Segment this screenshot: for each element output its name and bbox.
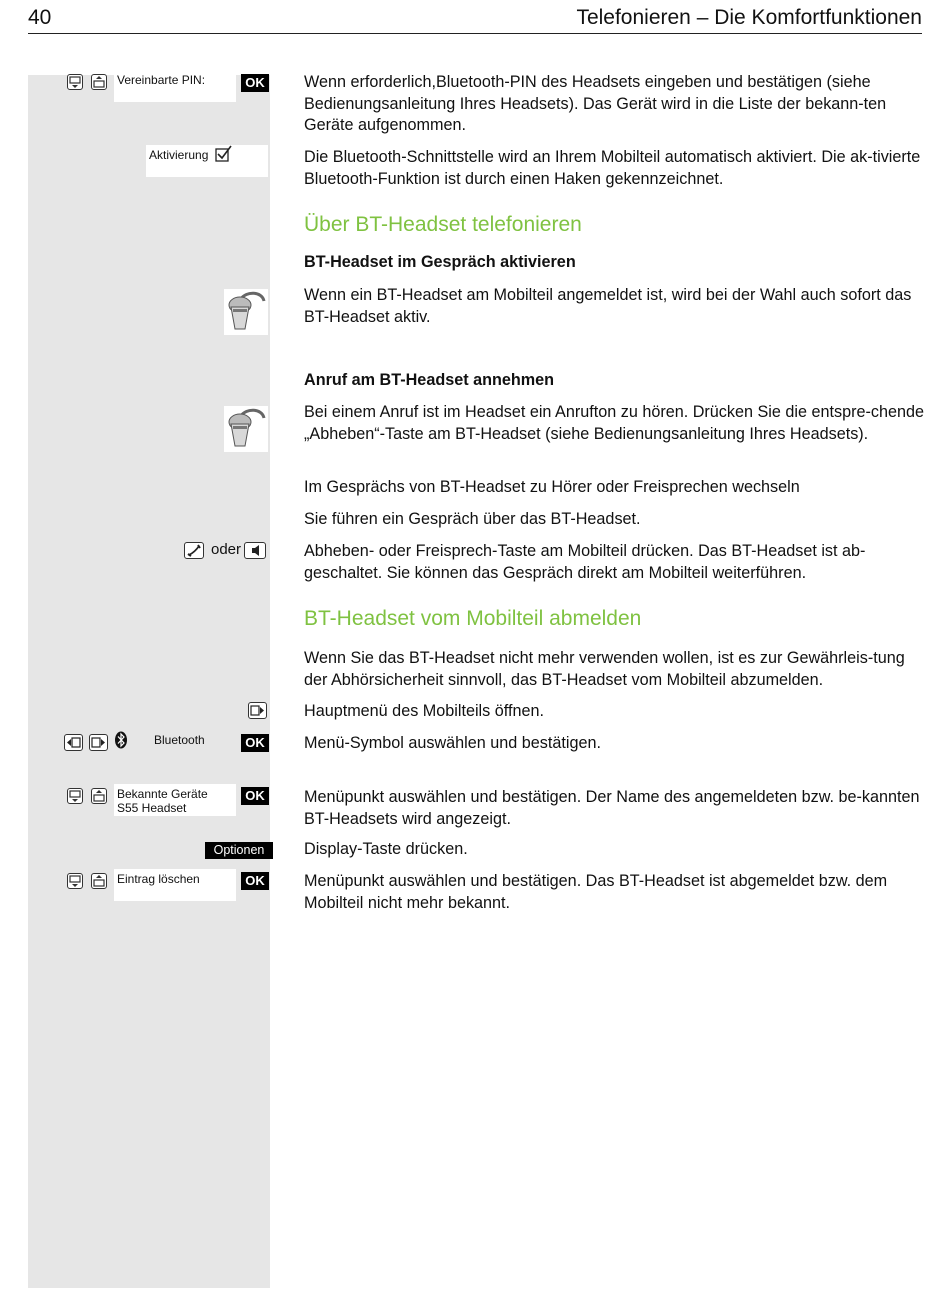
up-key-icon <box>91 788 107 804</box>
text-aktiv: Wenn ein BT-Headset am Mobilteil angemeldet ist, wird bei der Wahl auch sofort das BT-Headset aktiv. <box>304 286 912 326</box>
aktivierung-label: Aktivierung <box>149 148 209 162</box>
menu-right-key-icon <box>248 702 267 719</box>
text-aktivierung: Die Bluetooth-Schnittstelle wird an Ihrem Mobilteil automatisch aktiviert. Die ak-tivierte Bluetooth-Funktion ist durch einen Haken gekennzeichnet. <box>304 148 921 188</box>
left-key-icon <box>64 734 83 751</box>
page-number: 40 <box>28 6 52 29</box>
text-menu-symbol: Menü-Symbol auswählen und bestätigen. <box>304 734 601 752</box>
text-gespraech: Sie führen ein Gespräch über das BT-Headset. <box>304 510 641 528</box>
geraete-display <box>114 784 236 816</box>
oder-label: oder <box>211 541 242 558</box>
headset-icon <box>224 406 268 452</box>
text-abheben: Abheben- oder Freisprech-Taste am Mobilteil drücken. Das BT-Headset ist ab-geschaltet. Sie können das Gespräch direkt am Mobilteil weiterführen. <box>304 542 866 582</box>
ok-button[interactable]: OK <box>241 872 269 890</box>
headset-name: S55 Headset <box>117 801 187 815</box>
bluetooth-label: Bluetooth <box>154 733 205 747</box>
text-pin: Wenn erforderlich,Bluetooth-PIN des Headsets eingeben und bestätigen (siehe Bedienungsanleitung Ihres Headsets). Das Gerät wird in die Liste der bekann-ten Geräte aufgenommen. <box>304 73 887 134</box>
text-anruf: Bei einem Anruf ist im Headset ein Anrufton zu hören. Drücken Sie die entspre-chende „Abheben“-Taste am BT-Headset (siehe Bedienungsanleitung Ihres Headsets). <box>304 403 924 443</box>
eintrag-display <box>114 869 236 901</box>
ok-button[interactable]: OK <box>241 74 269 92</box>
text-abgemeldet: Menüpunkt auswählen und bestätigen. Das BT-Headset ist abgemeldet bzw. dem Mobilteil nicht mehr bekannt. <box>304 872 888 912</box>
text-display-taste: Display-Taste drücken. <box>304 840 468 858</box>
ok-button[interactable]: OK <box>241 787 269 805</box>
instruction-sidebar <box>28 75 270 1288</box>
text-wechseln: Im Gesprächs von BT-Headset zu Hörer oder Freisprechen wechseln <box>304 478 800 496</box>
header-divider <box>28 33 922 34</box>
handset-key-icon <box>184 542 204 559</box>
pin-label: Vereinbarte PIN: <box>117 73 206 87</box>
pin-display <box>114 70 236 102</box>
ok-button[interactable]: OK <box>241 734 269 752</box>
page-title: Telefonieren – Die Komfortfunktionen <box>576 6 922 29</box>
bluetooth-display <box>114 731 236 763</box>
optionen-button[interactable]: Optionen <box>205 842 273 859</box>
speaker-key-icon <box>244 542 266 559</box>
down-key-icon <box>67 873 83 889</box>
up-key-icon <box>91 74 107 90</box>
eintrag-label: Eintrag löschen <box>117 872 200 886</box>
headset-icon <box>224 289 268 335</box>
checkbox-checked-icon <box>215 145 233 162</box>
text-hauptmenue: Hauptmenü des Mobilteils öffnen. <box>304 702 544 720</box>
down-key-icon <box>67 74 83 90</box>
heading-aktivieren: BT-Headset im Gespräch aktivieren <box>304 253 576 271</box>
text-abmelden-intro: Wenn Sie das BT-Headset nicht mehr verwenden wollen, ist es zur Gewährleis-tung der Abhörsicherheit sinnvoll, das BT-Headset vom Mobilteil abzumelden. <box>304 649 905 689</box>
text-menuepunkt: Menüpunkt auswählen und bestätigen. Der Name des angemeldeten bzw. be-kannten BT-Headsets wird angezeigt. <box>304 788 920 828</box>
aktivierung-display <box>146 145 268 177</box>
up-key-icon <box>91 873 107 889</box>
heading-abmelden: BT-Headset vom Mobilteil abmelden <box>304 607 642 630</box>
down-key-icon <box>67 788 83 804</box>
heading-telefonieren: Über BT-Headset telefonieren <box>304 213 582 236</box>
heading-annehmen: Anruf am BT-Headset annehmen <box>304 371 555 389</box>
right-key-icon <box>89 734 108 751</box>
geraete-label: Bekannte Geräte <box>117 787 208 801</box>
